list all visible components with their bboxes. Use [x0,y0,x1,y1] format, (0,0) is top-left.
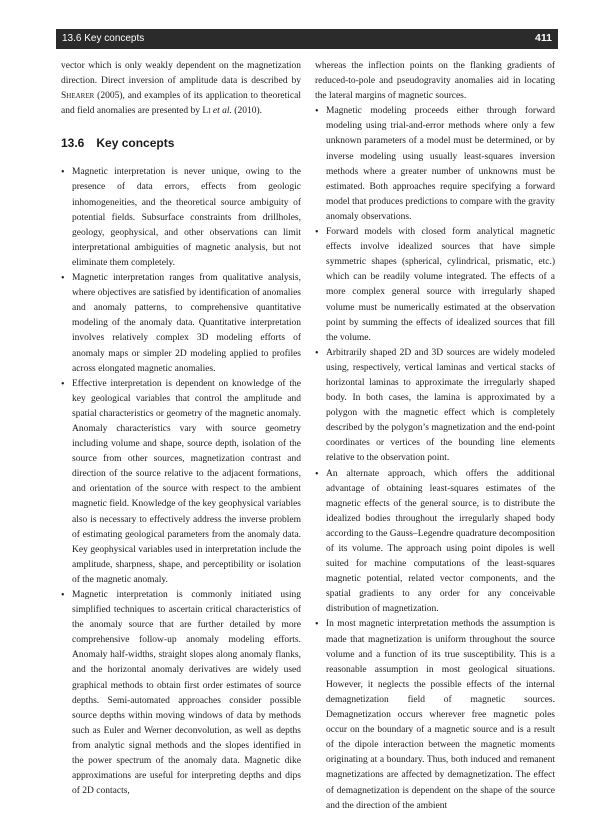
running-header [56,29,558,49]
key-concepts-list-left [61,165,301,799]
list-item: • Magnetic interpretation is never unique, owing to the presence of data errors, effects from geologic inhomogeneities, and the theoretical source ambiguity of potential fields. Subsurface constraints from drillholes, geology, geophysical, and other observations can limit interpretational ambiguities of magnetic analysis, but not eliminate them completely. [61,165,301,271]
list-item: • Forward models with closed form analytical magnetic effects involve idealized sources that have simple symmetric shapes (spherical, cylindrical, prismatic, etc.) which can be readily volume integrated. The effects of a more complex general source with irregularly shaped volume must be numerically estimated at the observation point by summing the effects of idealized sources that fill the volume. [315,225,555,346]
list-item: • An alternate approach, which offers the additional advantage of obtaining least-squares estimates of the magnetic effects of the general source, is to distribute the idealized bodies throughout the irregularly shaped body according to the Gauss–Legendre quadrature decomposition of its volume. The approach using point dipoles is well suited for machine computations of the least-squares magnetic potential, related vector components, and the spatial gradients to any order for any conceivable distribution of magnetization. [315,467,555,618]
key-concepts-list-right [315,104,555,813]
left-column [61,59,301,799]
list-item: • Magnetic interpretation ranges from qualitative analysis, where objectives are satisfied by identification of anomalies and anomaly patterns, to comprehensive quantitative modeling of the anomaly data. Quantitative interpretation involves relatively complex 3D modeling efforts of anomaly maps or simpler 2D modeling applied to profiles across elongated magnetic anomalies. [61,271,301,377]
section-number: 13.6 [61,136,85,151]
intro-paragraph: vector which is only weakly dependent on the magnetization direction. Direct inversion of amplitude data is described by Shearer (2005), and examples of its application to theoretical and field anomalies are presented by Li et al. (2010). [61,61,301,117]
section-heading-title: Key concepts [96,136,175,151]
list-item: • Magnetic modeling proceeds either through forward modeling using trial-and-error methods where only a few unknown parameters of a model must be determined, or by inverse modeling using usually least-squares inversion methods where a greater number of unknowns must be estimated. Both approaches require specifying a forward model that produces predictions to compare with the gravity anomaly observations. [315,104,555,225]
author-citation: Shearer [61,91,95,102]
page-number: 411 [535,32,552,44]
list-item: • Magnetic interpretation is commonly initiated using simplified techniques to ascertain critical characteristics of the anomaly source that are further detailed by more comprehensive follow-up anomaly modeling efforts. Anomaly half-widths, straight slopes along anomaly flanks, and the horizontal anomaly derivatives are widely used graphical methods to obtain first order estimates of source depths. Semi-automated approaches consider possible source depths within moving windows of data by methods such as Euler and Werner deconvolution, as well as depths from analytic signal methods and the slopes identified in the power spectrum of the anomaly data. Magnetic dike approximations are useful for interpreting depths and dips of 2D contacts, [61,588,301,799]
list-item: • Arbitrarily shaped 2D and 3D sources are widely modeled using, respectively, vertical laminas and vertical stacks of horizontal laminas to approximate the irregularly shaped body. In both cases, the lamina is approximated by a polygon with the magnetic effect which is completely described by the polygon’s magnetization and the end-point coordinates or vertices of the bounding line elements relative to the observation point. [315,346,555,467]
author-citation-2: Li [202,106,211,117]
continuation-paragraph: whereas the inflection points on the flanking gradients of reduced-to-pole and pseudogravity anomalies aid in locating the lateral margins of magnetic sources. [315,61,555,102]
list-item: • In most magnetic interpretation methods the assumption is made that magnetization is uniform throughout the source volume and a function of its true susceptibility. This is a reasonable assumption in most geological situations. However, it neglects the possible effects of the internal demagnetization field of magnetic sources. Demagnetization occurs wherever free magnetic poles occur on the boundary of a magnetic source and is a result of the dipole interaction between the magnetic moments originating at a boundary. Thus, both induced and remanent magnetizations are affected by demagnetization. The effect of demagnetization is dependent on the shape of the source and the direction of the ambient [315,617,555,813]
right-column [315,59,555,814]
list-item: • Effective interpretation is dependent on knowledge of the key geological variables that control the amplitude and spatial characteristics or geometry of the magnetic anomaly. Anomaly characteristics vary with source geometry including volume and shape, source depth, isolation of the source from other sources, magnetization contrast and direction of the source relative to the adjacent formations, and orientation of the source with respect to the ambient magnetic field. Knowledge of the key geophysical variables also is necessary to effectively address the inverse problem of estimating geological parameters from the anomaly data. Key geophysical variables used in interpretation include the amplitude, sharpness, shape, and perceptibility or isolation of the magnetic anomaly. [61,377,301,588]
section-heading [61,136,301,150]
section-title: 13.6 Key concepts [62,33,145,44]
